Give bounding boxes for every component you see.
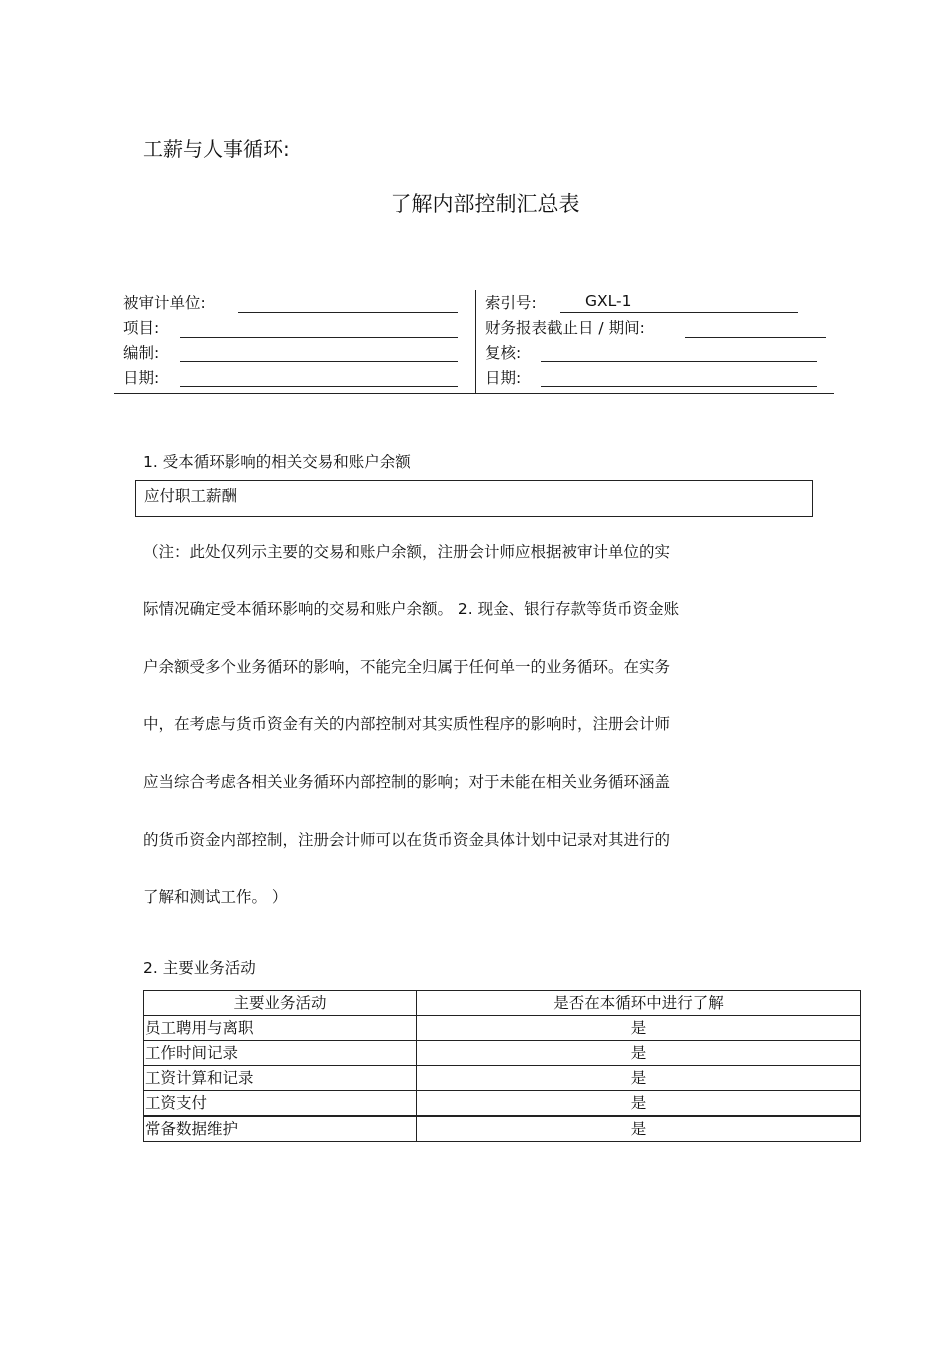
table-row xyxy=(144,1091,861,1117)
table-header-row xyxy=(144,991,861,1016)
section1-heading: 1. 受本循环影响的相关交易和账户余额 xyxy=(143,453,411,471)
activity-cell: 工资支付 xyxy=(144,1091,417,1117)
understood-cell: 是 xyxy=(417,1091,861,1117)
preparer-field[interactable] xyxy=(180,361,458,362)
prepare-date-label: 日期: xyxy=(123,369,160,387)
cycle-title: 工薪与人事循环: xyxy=(143,137,290,161)
activity-cell: 工作时间记录 xyxy=(144,1041,417,1066)
table-row xyxy=(144,1016,861,1041)
column-divider xyxy=(475,290,476,393)
table-row xyxy=(144,1066,861,1091)
period-field[interactable] xyxy=(685,337,826,338)
project-field[interactable] xyxy=(180,337,458,338)
header-bottom-rule xyxy=(114,393,834,394)
activity-cell: 常备数据维护 xyxy=(144,1116,417,1142)
note-line: 际情况确定受本循环影响的交易和账户余额。 2. 现金、银行存款等货币资金账 xyxy=(143,600,680,618)
understood-cell: 是 xyxy=(417,1041,861,1066)
reviewer-field[interactable] xyxy=(541,361,817,362)
index-value: GXL-1 xyxy=(585,292,632,310)
prepare-date-field[interactable] xyxy=(180,386,458,387)
note-line: （注：此处仅列示主要的交易和账户余额，注册会计师应根据被审计单位的实 xyxy=(143,543,671,561)
note-line: 中，在考虑与货币资金有关的内部控制对其实质性程序的影响时，注册会计师 xyxy=(143,715,671,733)
document-title: 了解内部控制汇总表 xyxy=(390,192,580,216)
table-row xyxy=(144,1116,861,1142)
note-line: 应当综合考虑各相关业务循环内部控制的影响；对于未能在相关业务循环涵盖 xyxy=(143,773,671,791)
preparer-label: 编制: xyxy=(123,344,160,362)
account-name: 应付职工薪酬 xyxy=(144,487,238,505)
activity-cell: 员工聘用与离职 xyxy=(144,1016,417,1041)
period-label: 财务报表截止日 / 期间: xyxy=(485,319,645,337)
section2-heading: 2. 主要业务活动 xyxy=(143,959,256,977)
note-line: 了解和测试工作。 ） xyxy=(143,888,288,906)
table-row xyxy=(144,1041,861,1066)
reviewer-label: 复核: xyxy=(485,344,522,362)
understood-cell: 是 xyxy=(417,1016,861,1041)
note-line: 户余额受多个业务循环的影响，不能完全归属于任何单一的业务循环。在实务 xyxy=(143,658,671,676)
account-box xyxy=(135,480,813,517)
understood-cell: 是 xyxy=(417,1066,861,1091)
activity-cell: 工资计算和记录 xyxy=(144,1066,417,1091)
auditee-label: 被审计单位: xyxy=(123,294,206,312)
review-date-label: 日期: xyxy=(485,369,522,387)
review-date-field[interactable] xyxy=(541,386,817,387)
understood-cell: 是 xyxy=(417,1116,861,1142)
index-field[interactable] xyxy=(560,312,798,313)
note-line: 的货币资金内部控制，注册会计师可以在货币资金具体计划中记录对其进行的 xyxy=(143,831,671,849)
column-header: 是否在本循环中进行了解 xyxy=(417,991,861,1016)
column-header: 主要业务活动 xyxy=(144,991,417,1016)
activities-table xyxy=(143,990,861,1142)
index-label: 索引号: xyxy=(485,294,537,312)
auditee-field[interactable] xyxy=(238,312,458,313)
project-label: 项目: xyxy=(123,319,160,337)
